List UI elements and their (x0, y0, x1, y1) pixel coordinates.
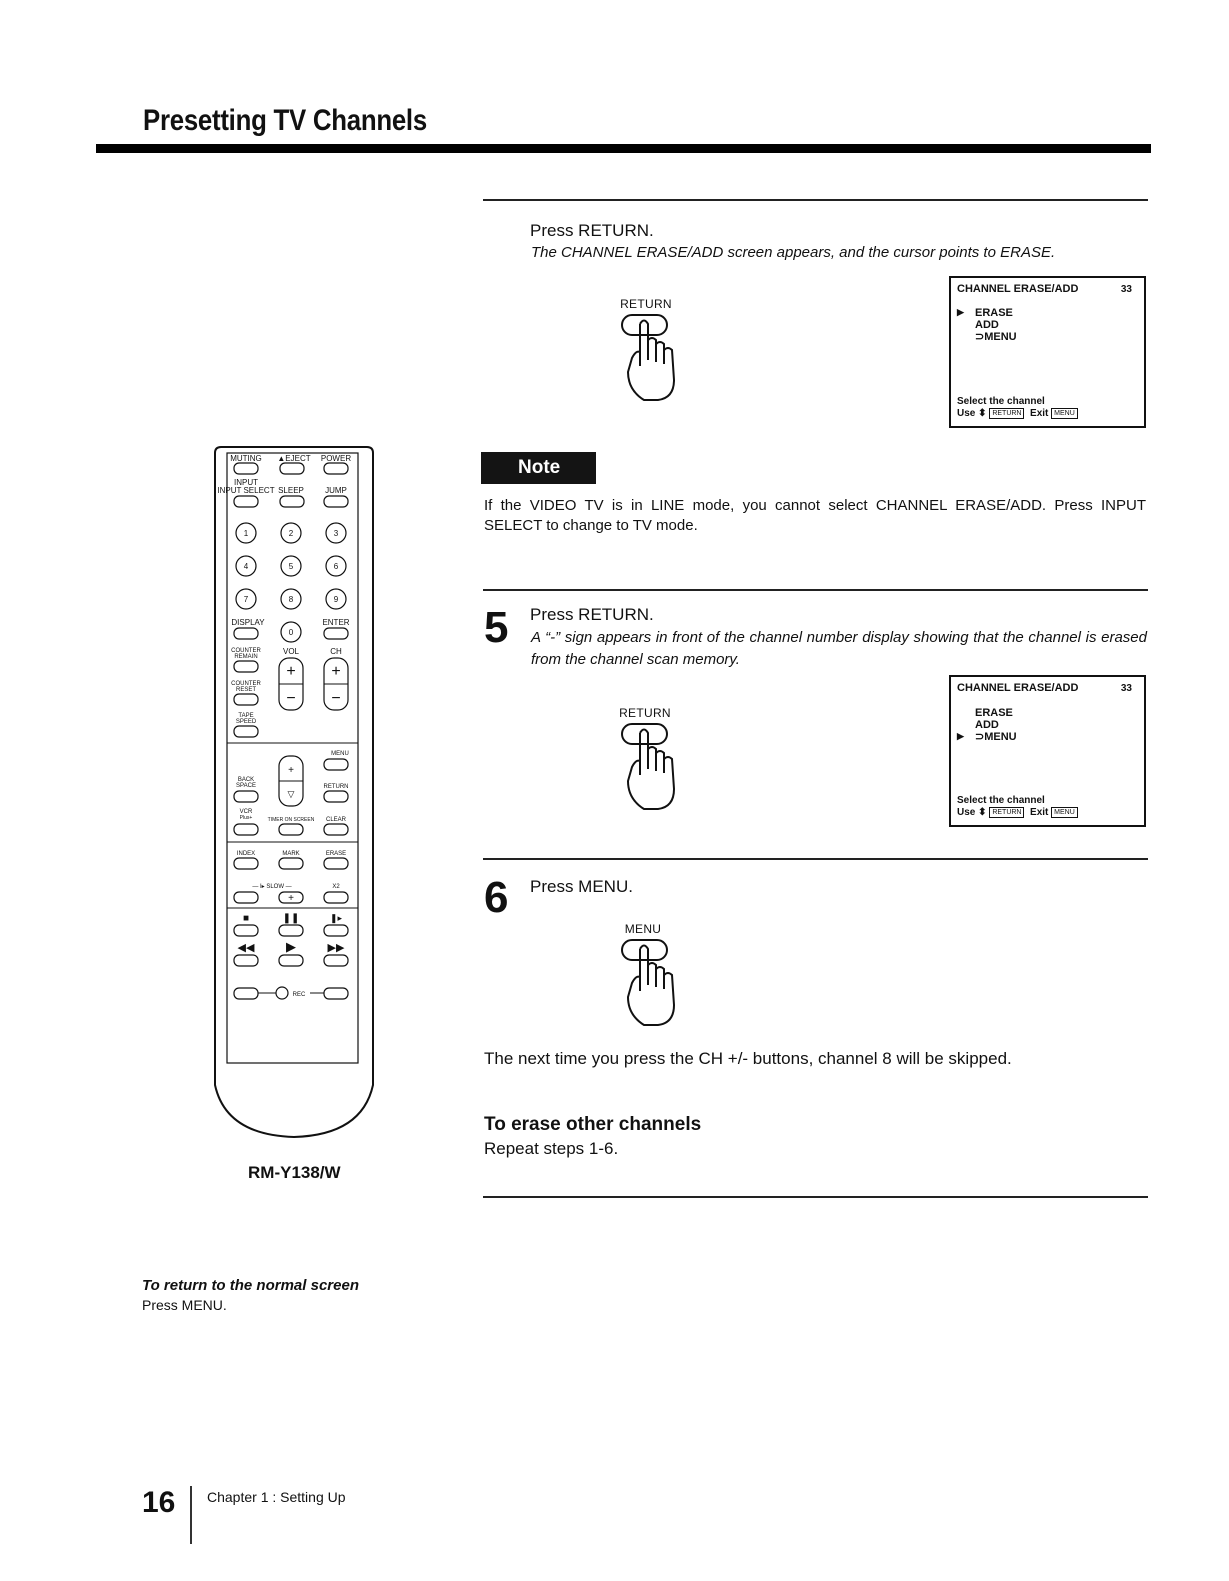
osd-screen-intro (949, 276, 1146, 428)
remote-label: CLEAR (325, 817, 347, 823)
remote-label: ▲EJECT (277, 454, 311, 463)
osd-title: CHANNEL ERASE/ADD (957, 682, 1079, 694)
step-intro-instruction: Press RETURN. (530, 221, 654, 240)
osd-footer-line2 (957, 408, 1078, 420)
menu-tag: MENU (1051, 807, 1078, 818)
svg-text:+: + (331, 663, 341, 680)
remote-label: SLEEP (278, 486, 304, 495)
svg-text:INPUT: INPUT (234, 478, 258, 487)
return-button-label: RETURN (619, 706, 671, 720)
remote-label: TIMER ON SCREEN (267, 817, 315, 823)
remote-label: INPUT SELECT (217, 486, 275, 495)
return-normal-heading: To return to the normal screen (142, 1277, 359, 1294)
svg-text:◀◀: ◀◀ (237, 942, 255, 954)
step-number: 5 (484, 603, 509, 652)
osd-title: CHANNEL ERASE/ADD (957, 283, 1079, 295)
remote-label: — I▸ SLOW — (252, 884, 292, 890)
svg-text:▽: ▽ (287, 789, 295, 799)
osd-number: 33 (1120, 683, 1132, 694)
step-intro-description: The CHANNEL ERASE/ADD screen appears, and the cursor points to ERASE. (531, 244, 1056, 261)
digit-7: 7 (243, 595, 249, 604)
step5-description: A “-” sign appears in front of the channel number display showing that the channel is erased from the channel scan memory. (531, 629, 1147, 668)
svg-text:−: − (331, 690, 341, 707)
page-number: 16 (142, 1486, 176, 1519)
remote-label: REC (292, 992, 306, 998)
svg-text:▶: ▶ (286, 939, 296, 954)
remote-label: ERASE (325, 851, 347, 857)
remote-label: JUMP (325, 486, 347, 495)
up-down-arrow-icon: ⬍ (978, 408, 987, 420)
remote-label: X2 (332, 884, 340, 890)
osd-use-label: Use (957, 408, 976, 420)
svg-text:■: ■ (242, 913, 250, 924)
digit-2: 2 (288, 529, 294, 538)
digit-9: 9 (333, 595, 339, 604)
remote-label: RETURN (323, 784, 349, 790)
svg-text:Plus+: Plus+ (239, 815, 253, 821)
menu-button-label: MENU (624, 922, 662, 936)
result-text: The next time you press the CH +/- buttons, channel 8 will be skipped. (484, 1049, 1012, 1068)
remote-label: DISPLAY (231, 618, 265, 627)
remote-label: MENU (331, 751, 349, 757)
menu-tag: MENU (1051, 408, 1078, 419)
remote-label: INDEX (236, 851, 256, 857)
osd-use-label: Use (957, 807, 976, 819)
remote-label: POWER (320, 454, 352, 463)
remote-model-label: RM-Y138/W (248, 1163, 341, 1182)
osd-item-add: ADD (975, 319, 999, 331)
remote-label: MARK (282, 851, 300, 857)
return-button-label: RETURN (620, 297, 672, 311)
remote-label: MUTING (230, 454, 262, 463)
svg-text:COUNTER: COUNTER (231, 681, 261, 687)
osd-exit-label: Exit (1030, 408, 1049, 420)
osd-item-menu: ⊃MENU (975, 731, 1017, 743)
svg-text:+: + (288, 765, 294, 776)
step-number: 6 (484, 873, 509, 922)
osd-number: 33 (1120, 284, 1132, 295)
svg-text:❚❚: ❚❚ (282, 913, 300, 924)
digit-3: 3 (333, 529, 339, 538)
cursor-arrow-icon: ▶ (957, 307, 964, 317)
remote-label: CH (330, 647, 342, 656)
svg-text:RESET: RESET (235, 687, 257, 693)
chapter-label: Chapter 1 : Setting Up (207, 1489, 346, 1505)
osd-item-menu: ⊃MENU (975, 331, 1017, 343)
svg-text:SPACE: SPACE (236, 783, 256, 789)
osd-exit-label: Exit (1030, 807, 1049, 819)
divider (483, 589, 1148, 591)
return-tag: RETURN (989, 807, 1024, 818)
digit-4: 4 (243, 562, 249, 571)
digit-1: 1 (243, 529, 249, 538)
divider (483, 199, 1148, 201)
svg-text:SPEED: SPEED (235, 719, 257, 725)
osd-footer-line2 (957, 807, 1078, 819)
osd-screen-step5 (949, 675, 1146, 827)
svg-text:▶▶: ▶▶ (327, 942, 345, 954)
osd-item-add: ADD (975, 719, 999, 731)
osd-footer-line1: Select the channel (957, 795, 1045, 806)
return-tag: RETURN (989, 408, 1024, 419)
hand-press-icon (616, 937, 688, 1029)
osd-item-erase: ERASE (975, 707, 1013, 719)
erase-other-body: Repeat steps 1-6. (484, 1139, 619, 1158)
remote-label: ENTER (322, 618, 350, 627)
svg-text:+: + (286, 663, 296, 680)
step5-instruction: Press RETURN. (530, 605, 654, 624)
return-normal-body: Press MENU. (142, 1297, 227, 1313)
svg-text:BACK: BACK (237, 777, 255, 783)
cursor-arrow-icon: ▶ (957, 731, 964, 741)
note-badge: Note (481, 452, 596, 484)
hand-press-icon (616, 312, 688, 404)
digit-0: 0 (288, 628, 294, 637)
erase-other-heading: To erase other channels (484, 1114, 702, 1135)
divider (483, 858, 1148, 860)
digit-8: 8 (288, 595, 294, 604)
svg-text:REMAIN: REMAIN (234, 654, 258, 660)
divider (483, 1196, 1148, 1198)
hand-press-icon (616, 721, 688, 813)
svg-text:❚▸: ❚▸ (329, 913, 343, 923)
svg-text:VCR: VCR (239, 809, 253, 815)
svg-text:+: + (288, 893, 294, 904)
svg-text:TAPE: TAPE (238, 713, 254, 719)
note-text: If the VIDEO TV is in LINE mode, you cannot select CHANNEL ERASE/ADD. Press INPUT SELECT to change to TV mode. (484, 497, 1146, 534)
svg-text:COUNTER: COUNTER (231, 648, 261, 654)
osd-item-erase: ERASE (975, 307, 1013, 319)
title-rule (96, 144, 1151, 153)
page-title: Presetting TV Channels (143, 104, 427, 137)
svg-text:−: − (286, 690, 296, 707)
up-down-arrow-icon: ⬍ (978, 807, 987, 819)
digit-5: 5 (288, 562, 294, 571)
digit-6: 6 (333, 562, 339, 571)
step6-instruction: Press MENU. (530, 877, 633, 896)
remote-label: VOL (282, 647, 300, 656)
footer-divider (190, 1486, 192, 1544)
remote-control-illustration (212, 445, 376, 1145)
osd-footer-line1: Select the channel (957, 396, 1045, 407)
